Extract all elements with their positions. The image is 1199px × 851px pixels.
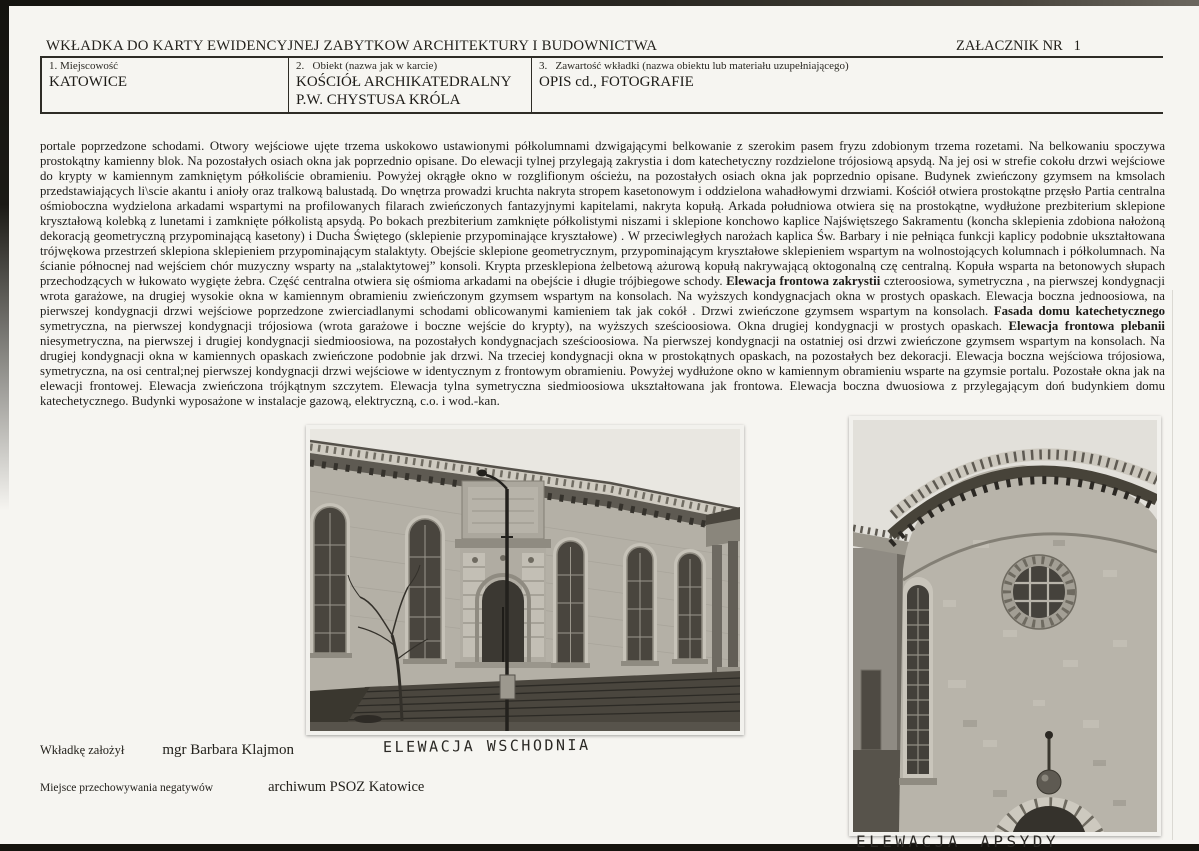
locality-label: 1. Miejscowość [49,60,119,72]
header-table [40,56,1163,114]
founder-label: Wkładkę założył [40,743,125,757]
document-title: WKŁADKA DO KARTY EWIDENCYJNEJ ZABYTKOW ARCHITEKTURY I BUDOWNICTWA [46,38,658,54]
photo-caption-apse-elevation: ELEWACJA APSYDY [856,832,1059,851]
photo-eastern-elevation [306,425,744,735]
contents-value: OPIS cd., FOTOGRAFIE [539,74,694,90]
table-cell-object [289,58,532,112]
photo-caption-eastern-elevation: ELEWACJA WSCHODNIA [382,735,591,757]
object-label: 2. Obiekt (nazwa jak w karcie) [296,60,438,72]
church-east-photo-art [310,429,740,731]
paper-right-edge [1172,290,1173,840]
footer-negatives-row [40,779,424,796]
attachment-number: ZAŁACZNIK NR 1 [956,38,1081,54]
contents-label: 3. Zawartość wkładki (nazwa obiektu lub materiału uzupełniającego) [539,60,849,72]
locality-value: KATOWICE [49,74,128,90]
table-cell-locality [42,58,289,112]
object-value-line2: P.W. CHYSTUSA KRÓLA [296,92,461,109]
scan-edge-left [0,0,9,511]
photo-apse-elevation [849,416,1161,836]
negatives-label: Miejsce przechowywania negatywów [40,782,214,794]
church-apse-photo-art [853,420,1157,832]
negatives-value: archiwum PSOZ Katowice [268,779,425,795]
footer-founder-row [40,742,294,759]
founder-value: mgr Barbara Klajmon [162,742,294,758]
description-text: portale poprzedzone schodami. Otwory wejściowe ujęte trzema uskokowo ustawionymi półkolumnami dzwigającymi belkowanie z szerokim pasem fryzu zdobionym trzema rozetami. Na belkowaniu spoczywa prostokątny kamienny blok. Na pozostałych osiach okna jak poprzednio opisane. Do elewacji tylnej przylegają zakrystia i dom katechetyczny rozdzielone trójosiową apsydą. Na jej osi w strefie cokołu drzwi wejściowe do krypty w kamiennym zamkniętym półkoliście obramieniu. Powyżej okrągłe okno w rozglifionym ościeżu, na pozostałych osiach okna jak poprzednio opisane. Budynek zwieńczony gzymsem na kmsolach przedstawiających li\scie akantu i anioły oraz tralkową balustadą. Do wnętrza prowadzi kruchta nakryta stropem kasetonowym i oddzielona wahadłowymi drzwiami. Kościół otwiera prostokątne przęsło Partia centralna ośmioboczna wydzielona arkadami wspartymi na profilowanych filarach zwieńczonych fantazyjnymi kapitelami, nakryta kopułą. Arkada południowa otwiera się na prostokątne, wydłużone prezbiterium sklepione kryształową kolebką z lunetami i zamknięte półkolistą apsydą. Po bokach prezbiterium zamknięte półkolistymi niszami i sklepione konchowo kaplice Najświętszego Sakramentu (koncha sklepienia zdobiona nałożoną dekoracją geometryczną przypominającą kasetony) i Ducha Świętego (sklepienie przypominające kryształowe) . W przeciwległych narożach kaplica Św. Barbary i nie pełniąca funkcji kaplicy podobnie ukształtowana trójwękowa przestrzeń sklepiona sklepieniem przypominającym stalaktyty. Obejście sklepione geometrycznym, przypominającym kryształowe sklepieniem wspartym na wolnostojących kolumnach i półkolumnach. Na ścianie północnej nad wejściem chór muzyczny wsparty na „stalaktytowej” konsoli. Krypta przesklepiona żelbetową ażurową kopułą nakrywającą oktogonalną czę centralną. Kopuła wsparta na betonowych słupach przechodzących w łukowato wygięte żebra. Część centralna otwiera się ośmioma arkadami na obejście i długie trójbiegowe schody. Elewacja frontowa zakrystii czteroosiowa, symetryczna , na pierwszej kondygnacji wrota garażowe, na drugiej wysokie okna w kamiennym obramieniu zwieńczonym gzymsem wspartym na konsolach. Na wyższych kondygnacjach okna w prostych opaskach. Elewacja boczna jednoosiowa, na pierwszej kondygnacji drzwi wejściowe poprzedzone zwierciadlanymi schodami oblicowanymi kamieniem tak jak cokół . Drzwi zwieńczone gzymsem wspartym na konsolach. Fasada domu katechetycznego symetryczna, na pierwszej kondygnacji trójosiowa (wrota garażowe i boczne wejście do krypty), na wyższych sześcioosiowa. Okna drugiej kondygnacji w prostych opaskach. Elewacja frontowa plebanii niesymetryczna, na pierwszej i drugiej kondygnacji siedmioosiowa, na pozostałych kondygnacjach sześcioosiowa. Na pierwszej kondygnacji na ostatniej osi drzwi zwieńczone gzymsem wspartym na konsolach. Na drugiej kondygnacji okna w kamiennych opaskach zwieńczone podobnie jak drzwi. Na trzeciej kondygnacji okna w prostokątnych opaskach, na pozostałych bez dekoracji. Elewacja boczna wejściowa trójosiowa, symetryczna, na osi central;nej pierwszej kondygnacji drzwi wejściowe w identycznym z frontowym obramieniu. Powyżej wydłużone okno w kamiennym obramieniu wsparte na gzymsie portalu. Pozostałe okna jak na elewacji frontowej. Elewacja zwieńczona trójkątnym szczytem. Elewacja tylna symetryczna siedmioosiowa ukształtowana jak frontowa. Elewacja boczna dwuosiowa z przylegającym doń budynkiem domu katechetycznego. Budynki wyposażone w instalacje gazową, elektryczną, c.o. i wod.-kan. [40,139,1165,408]
object-value-line1: KOŚCIÓŁ ARCHIKATEDRALNY [296,74,512,90]
scan-edge-top [0,0,1199,6]
table-cell-contents [532,58,1163,112]
